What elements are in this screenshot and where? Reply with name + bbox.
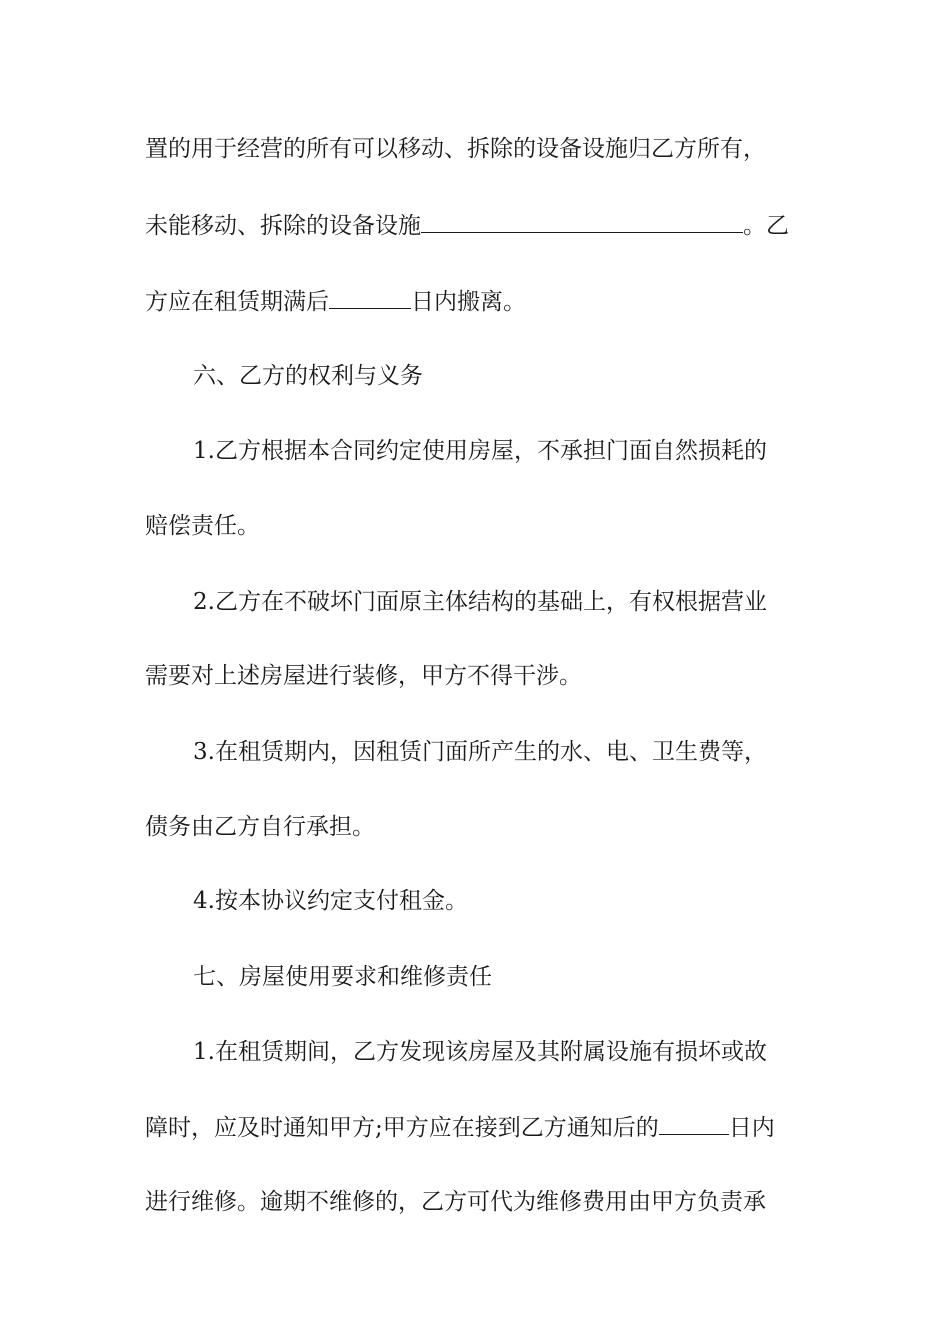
paragraph-line bbox=[145, 286, 815, 317]
line-text: 需要对上述房屋进行装修，甲方不得干涉。 bbox=[145, 663, 582, 689]
section-heading bbox=[193, 962, 863, 992]
paragraph-line bbox=[145, 1187, 815, 1217]
line-text: 2.乙方在不破坏门面原主体结构的基础上，有权根据营业 bbox=[193, 589, 767, 615]
line-text-after: 日内搬离。 bbox=[411, 289, 526, 315]
paragraph-line bbox=[193, 737, 863, 767]
paragraph-line bbox=[145, 134, 815, 164]
line-text: 六、乙方的权利与义务 bbox=[193, 363, 423, 389]
paragraph-line bbox=[145, 210, 815, 241]
line-text: 1.在租赁期间，乙方发现该房屋及其附属设施有损坏或故 bbox=[193, 1039, 767, 1065]
line-text-after: 。乙 bbox=[743, 213, 789, 239]
line-text: 方应在租赁期满后 bbox=[145, 289, 329, 315]
paragraph-line bbox=[145, 1112, 815, 1143]
line-text-after: 日内 bbox=[728, 1115, 775, 1141]
paragraph-line bbox=[193, 1037, 863, 1067]
line-text: 七、房屋使用要求和维修责任 bbox=[193, 964, 492, 990]
line-text: 进行维修。逾期不维修的，乙方可代为维修费用由甲方负责承 bbox=[145, 1189, 766, 1215]
paragraph-line bbox=[145, 661, 815, 691]
line-text: 障时，应及时通知甲方;甲方应在接到乙方通知后的 bbox=[145, 1115, 659, 1141]
paragraph-line bbox=[145, 511, 815, 541]
paragraph-line bbox=[193, 436, 863, 466]
paragraph-line bbox=[193, 587, 863, 617]
fill-in-blank bbox=[329, 286, 411, 309]
line-text: 置的用于经营的所有可以移动、拆除的设备设施归乙方所有， bbox=[145, 136, 766, 162]
line-text: 赔偿责任。 bbox=[145, 513, 260, 539]
paragraph-line bbox=[145, 812, 815, 842]
line-text: 未能移动、拆除的设备设施 bbox=[145, 213, 421, 239]
line-text: 1.乙方根据本合同约定使用房屋，不承担门面自然损耗的 bbox=[193, 438, 767, 464]
line-text: 债务由乙方自行承担。 bbox=[145, 814, 375, 840]
fill-in-blank bbox=[421, 210, 743, 233]
paragraph-line bbox=[193, 886, 863, 916]
section-heading bbox=[193, 361, 863, 391]
fill-in-blank bbox=[659, 1112, 729, 1135]
line-text: 4.按本协议约定支付租金。 bbox=[193, 888, 468, 914]
line-text: 3.在租赁期内，因租赁门面所产生的水、电、卫生费等， bbox=[193, 739, 767, 765]
